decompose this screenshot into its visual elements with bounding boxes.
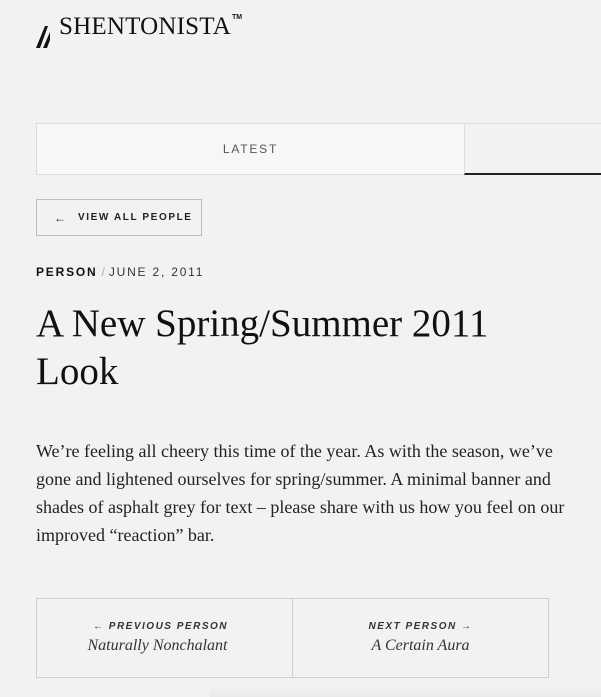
previous-person-link[interactable]: [37, 599, 292, 677]
logo-text: SHENTONISTA: [59, 13, 231, 40]
article-category[interactable]: PERSON: [36, 265, 98, 279]
tab-active[interactable]: [464, 123, 601, 175]
section-tabs: [36, 123, 601, 175]
site-logo[interactable]: [36, 14, 242, 48]
view-all-people-button[interactable]: [36, 199, 202, 236]
next-person-link[interactable]: [292, 599, 548, 677]
previous-person-title: Naturally Nonchalant: [87, 637, 228, 654]
arrow-left-icon: ←: [54, 210, 66, 225]
article-meta: [36, 265, 204, 279]
article-title: A New Spring/Summer 2011 Look: [36, 302, 489, 393]
article-date: JUNE 2, 2011: [108, 265, 205, 279]
logo-trademark: TM: [231, 14, 243, 21]
meta-separator: /: [101, 265, 105, 279]
bottom-bar-shadow: [210, 687, 601, 697]
previous-person-label: ← PREVIOUS PERSON: [93, 621, 228, 632]
next-person-title: A Certain Aura: [371, 637, 470, 654]
next-person-label: NEXT PERSON →: [368, 621, 473, 632]
logo-slash-icon: [36, 20, 50, 48]
tab-latest[interactable]: LATEST: [36, 123, 464, 175]
post-navigation: [36, 598, 549, 678]
article-body: We’re feeling all cheery this time of the year. As with the season, we’ve gone and lightened ourselves for spring/summer. A minimal banner and shades of asphalt grey for text – please share with us how you feel on our improved “reaction” bar.: [36, 441, 565, 545]
view-all-people-label: VIEW ALL PEOPLE: [78, 212, 193, 223]
